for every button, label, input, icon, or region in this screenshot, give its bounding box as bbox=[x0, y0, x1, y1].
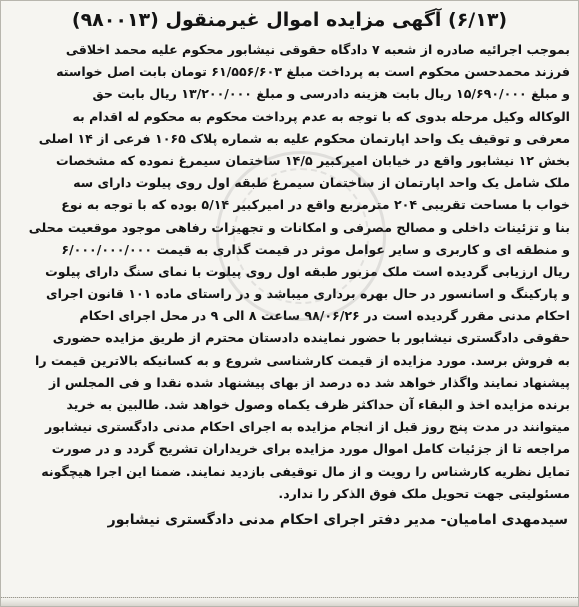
notice-line: احکام مدنی مقرر گردیده است در ۹۸/۰۶/۲۶ ساعت ۸ الی ۹ در محل اجرای احکام bbox=[79, 308, 570, 324]
notice-line: معرفی و توقیف یک واحد اپارتمان محکوم علیه به شماره پلاک ۱۰۶۵ فرعی از ۱۴ اصلی bbox=[38, 130, 570, 146]
watermark-seal bbox=[216, 151, 386, 321]
notice-line: برنده مزایده اخذ و البقاء آن حداکثر ظرف یکماه وصول خواهد شد. طالبین به خرید bbox=[66, 397, 570, 412]
notice-line: مسئولیتی جهت تحویل ملک فوق الذکر را ندارد. bbox=[278, 485, 570, 501]
notice-line: بنا و تزئینات داخلی و مصالح مصرفی و امکانات و تجهیزات رفاهی موجود موقعیت محلی bbox=[28, 219, 570, 235]
notice-line: تمایل نظریه کارشناس را رویت و از مال توقیفی بازدید نمایند. ضمنا این اجرا هیچگونه bbox=[41, 463, 570, 479]
notice-line: به فروش برسد. مورد مزایده از قیمت کارشناسی شروع و به کسانیکه بالاترین قیمت را bbox=[35, 352, 570, 368]
notice-title: (۶/۱۳) آگهی مزایده اموال غیرمنقول (۹۸۰۰۱۳) bbox=[71, 9, 508, 31]
notice-line: بموجب اجرائیه صادره از شعبه ۷ دادگاه حقوقی نیشابور محکوم علیه محمد اخلاقی bbox=[65, 42, 570, 57]
cropped-edge bbox=[1, 597, 578, 606]
notice-line: میتوانند در مدت پنج روز قبل از انجام مزایده به اجرای احکام مدنی دادگستری نیشابور bbox=[44, 419, 570, 435]
notice-line: و مبلغ ۱۵/۶۹۰/۰۰۰ ریال بابت هزینه دادرسی و مبلغ ۱۳/۲۰۰/۰۰۰ ریال بابت حق bbox=[92, 86, 570, 102]
notice-line: فرزند محمدحسن محکوم است به پرداخت مبلغ ۶۱/۵۵۶/۶۰۳ تومان بابت اصل خواسته bbox=[56, 64, 570, 80]
notice-line: بخش ۱۲ نیشابور واقع در خیابان امیرکبیر ۱۴/۵ ساختمان سیمرغ نموده که مشخصات bbox=[55, 152, 570, 168]
notice-line: و پارکینگ و اسانسور در حال بهره برداری میباشد و در راستای ماده ۱۰۱ قانون اجرای bbox=[46, 286, 570, 302]
notice-signature: سیدمهدی امامیان- مدیر دفتر اجرای احکام مدنی دادگستری نیشابور bbox=[107, 511, 568, 528]
notice-line: خواب با مساحت تقریبی ۲۰۴ مترمربع واقع در امیرکبیر ۵/۱۴ بوده که با توجه به نوع bbox=[61, 197, 570, 213]
notice-line: ملک شامل یک واحد اپارتمان از ساختمان سیمرغ طبقه اول روی پیلوت دارای سه bbox=[73, 175, 570, 191]
notice-line: و منطقه ای و کاربری و سایر عوامل موثر در قیمت گذاری به قیمت ۶/۰۰۰/۰۰۰/۰۰۰ bbox=[61, 241, 570, 257]
notice-line: حقوقی دادگستری نیشابور با حضور نماینده دادستان محترم از طریق مزایده حضوری bbox=[52, 330, 570, 346]
notice-line: ریال ارزیابی گردیده است ملک مزبور طبقه اول روی پیلوت با نمای سنگ دارای پیلوت bbox=[45, 263, 570, 279]
notice-line: الوکاله وکیل مرحله بدوی که با توجه به عدم پرداخت محکوم به محکوم له اقدام به bbox=[72, 108, 570, 124]
notice-line: پیشنهاد نمایند واگذار خواهد شد ده درصد از بهای پیشنهاد شده نقدا و فی المجلس از bbox=[48, 374, 570, 390]
notice-line: مراجعه تا از جزئیات کامل اموال مورد مزایده برای خریداران تشریح گردد و در صورت bbox=[51, 441, 570, 457]
